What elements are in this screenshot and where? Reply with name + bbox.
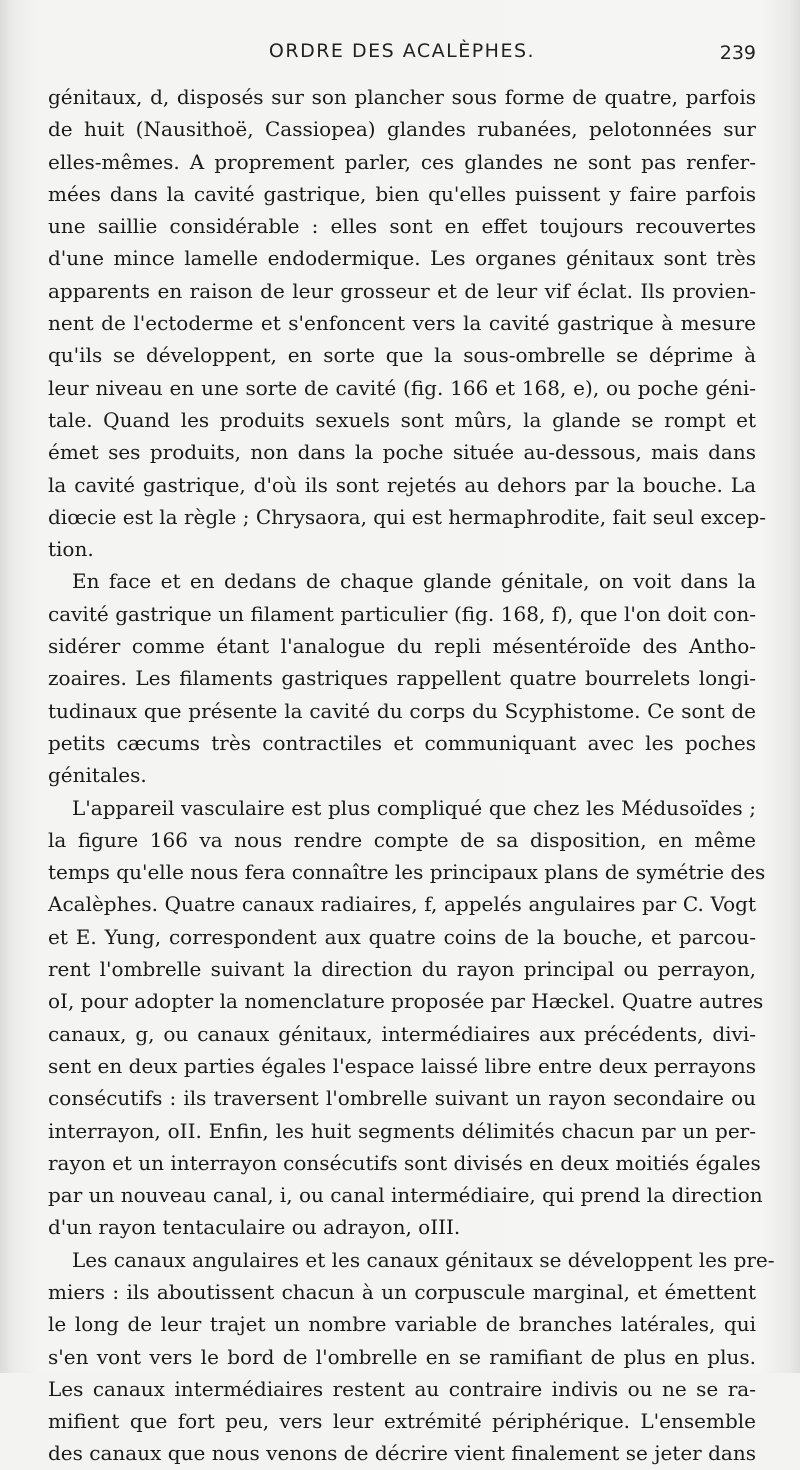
text-line: le long de leur trajet un nombre variable de branches latérales, qui xyxy=(48,1312,756,1337)
text-line: génitales. xyxy=(48,763,147,788)
text-line: de huit (Nausithoë, Cassiopea) glandes rubanées, pelotonnées sur xyxy=(48,117,756,142)
text-line: rent l'ombrelle suivant la direction du rayon principal ou perrayon, xyxy=(48,957,756,982)
text-line: elles-mêmes. A proprement parler, ces glandes ne sont pas renfer- xyxy=(48,149,756,174)
text-line: canaux, g, ou canaux génitaux, intermédiaires aux précédents, divi- xyxy=(48,1021,756,1046)
text-line: d'un rayon tentaculaire ou adrayon, oIII. xyxy=(48,1215,461,1240)
text-line: une saillie considérable : elles sont en effet toujours recouvertes xyxy=(48,214,756,239)
text-line: par un nouveau canal, i, ou canal intermédiaire, qui prend la direction xyxy=(48,1183,763,1208)
body-text xyxy=(48,81,775,1470)
paragraph-start-line: Les canaux angulaires et les canaux génitaux se développent les pre- xyxy=(72,1247,775,1272)
text-line: rayon et un interrayon consécutifs sont divisés en deux moitiés égales xyxy=(48,1150,761,1175)
text-line: sent en deux parties égales l'espace laissé libre entre deux perrayons xyxy=(48,1053,756,1078)
paragraph-start-line: En face et en dedans de chaque glande génitale, on voit dans la xyxy=(72,569,756,594)
text-line: la cavité gastrique, d'où ils sont rejetés au dehors par la bouche. La xyxy=(48,472,756,497)
text-line: zoaires. Les filaments gastriques rappellent quatre bourrelets longi- xyxy=(48,666,756,691)
page-number: 239 xyxy=(719,42,756,64)
text-line: petits cæcums très contractiles et communiquant avec les poches xyxy=(48,730,756,755)
text-line: mifient que fort peu, vers leur extrémité périphérique. L'ensemble xyxy=(48,1409,756,1434)
text-line: et E. Yung, correspondent aux quatre coins de la bouche, et parcou- xyxy=(48,924,756,949)
running-title: ORDRE DES ACALÈPHES. xyxy=(268,40,536,62)
text-line: apparents en raison de leur grosseur et de leur vif éclat. Ils provien- xyxy=(48,278,756,303)
text-line: oI, pour adopter la nomenclature proposée par Hæckel. Quatre autres xyxy=(48,989,764,1014)
text-line: tion. xyxy=(48,537,94,562)
text-line: génitaux, d, disposés sur son plancher sous forme de quatre, parfois xyxy=(48,85,756,109)
text-line: émet ses produits, non dans la poche située au-dessous, mais dans xyxy=(48,440,756,465)
text-line: d'une mince lamelle endodermique. Les organes génitaux sont très xyxy=(48,246,756,271)
text-line: Acalèphes. Quatre canaux radiaires, f, appelés angulaires par C. Vogt xyxy=(48,892,756,917)
text-line: consécutifs : ils traversent l'ombrelle suivant un rayon secondaire ou xyxy=(48,1086,756,1111)
text-line: miers : ils aboutissent chacun à un corpuscule marginal, et émettent xyxy=(48,1279,756,1304)
text-line: nent de l'ectoderme et s'enfoncent vers la cavité gastrique à mesure xyxy=(48,311,756,336)
text-line: sidérer comme étant l'analogue du repli mésentéroïde des Antho- xyxy=(48,634,756,659)
text-line: la figure 166 va nous rendre compte de sa disposition, en même xyxy=(48,827,756,852)
text-line: s'en vont vers le bord de l'ombrelle en se ramifiant de plus en plus. xyxy=(48,1344,756,1369)
text-line: des canaux que nous venons de décrire vient finalement se jeter dans xyxy=(48,1441,756,1466)
text-line: tudinaux que présente la cavité du corps du Scyphistome. Ce sont de xyxy=(48,698,756,723)
text-line: Les canaux intermédiaires restent au contraire indivis ou ne se ra- xyxy=(48,1376,756,1401)
text-line: diœcie est la règle ; Chrysaora, qui est hermaphrodite, fait seul excep- xyxy=(48,504,767,529)
text-line: qu'ils se développent, en sorte que la sous-ombrelle se déprime à xyxy=(48,343,756,368)
text-line: mées dans la cavité gastrique, bien qu'elles puissent y faire parfois xyxy=(48,181,756,206)
text-line: leur niveau en une sorte de cavité (fig. 166 et 168, e), ou poche géni- xyxy=(48,375,756,400)
text-line: temps qu'elle nous fera connaître les principaux plans de symétrie des xyxy=(48,860,766,885)
text-line: interrayon, oII. Enfin, les huit segments délimités chacun par un per- xyxy=(48,1118,756,1143)
text-line: cavité gastrique un filament particulier (fig. 168, f), que l'on doit con- xyxy=(48,601,756,626)
text-line: tale. Quand les produits sexuels sont mûrs, la glande se rompt et xyxy=(48,407,756,432)
page-header xyxy=(48,40,756,70)
paragraph-start-line: L'appareil vasculaire est plus compliqué que chez les Médusoïdes ; xyxy=(72,795,756,820)
